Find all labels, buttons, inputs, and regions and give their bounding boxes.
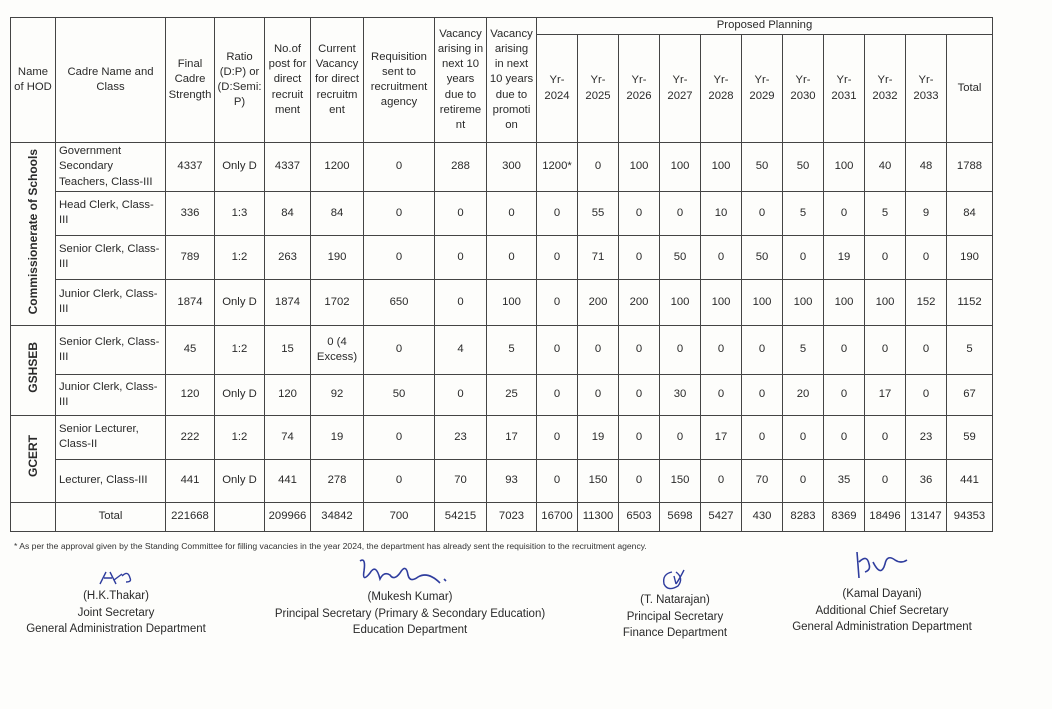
requisition-cell: 0 — [364, 415, 435, 459]
header-ratio: Ratio (D:P) or (D:Semi: P) — [215, 18, 265, 143]
year-planning-cell: 100 — [701, 143, 742, 192]
signatory-name: (Mukesh Kumar) — [367, 591, 453, 603]
year-planning-cell: 50 — [742, 143, 783, 192]
final-strength-cell: 789 — [166, 235, 215, 279]
totals-requisition: 700 — [364, 502, 435, 531]
header-year: Yr-2027 — [660, 35, 701, 143]
requisition-cell: 650 — [364, 279, 435, 325]
vacancy-retirement-cell: 0 — [435, 235, 487, 279]
year-planning-cell: 0 — [619, 459, 660, 502]
requisition-cell: 0 — [364, 325, 435, 374]
cadre-name: Junior Clerk, Class-III — [56, 279, 166, 325]
year-planning-cell: 23 — [906, 415, 947, 459]
vacancy-promotion-cell: 100 — [487, 279, 537, 325]
year-planning-cell: 0 — [619, 415, 660, 459]
signatory-designation: Joint Secretary — [77, 606, 155, 619]
vacancy-retirement-cell: 23 — [435, 415, 487, 459]
year-planning-cell: 0 — [660, 191, 701, 235]
year-planning-cell: 0 — [537, 459, 578, 502]
row-total-cell: 84 — [947, 191, 993, 235]
totals-year-cell: 8283 — [783, 502, 824, 531]
totals-year-cell: 8369 — [824, 502, 865, 531]
header-year: Yr-2032 — [865, 35, 906, 143]
header-posts-direct: No.of post for direct recruit ment — [265, 18, 311, 143]
year-planning-cell: 200 — [619, 279, 660, 325]
year-planning-cell: 152 — [906, 279, 947, 325]
table-row — [11, 415, 993, 459]
table-row — [11, 279, 993, 325]
year-planning-cell: 0 — [578, 143, 619, 192]
final-strength-cell: 4337 — [166, 143, 215, 192]
header-proposed-planning: Proposed Planning — [537, 18, 993, 35]
year-planning-cell: 100 — [783, 279, 824, 325]
header-year: Yr-2024 — [537, 35, 578, 143]
posts-direct-cell: 84 — [265, 191, 311, 235]
cadre-name: Government Secondary Teachers, Class-III — [56, 143, 166, 192]
year-planning-cell: 0 — [906, 325, 947, 374]
year-planning-cell: 0 — [742, 415, 783, 459]
year-planning-cell: 19 — [824, 235, 865, 279]
current-vacancy-cell: 84 — [311, 191, 364, 235]
header-current-vacancy: Current Vacancy for direct recruitm ent — [311, 18, 364, 143]
hod-group-cell — [11, 325, 56, 415]
year-planning-cell: 100 — [619, 143, 660, 192]
year-planning-cell: 0 — [660, 325, 701, 374]
year-planning-cell: 0 — [824, 191, 865, 235]
row-total-cell: 441 — [947, 459, 993, 502]
signatory-name: (H.K.Thakar) — [83, 590, 149, 602]
year-planning-cell: 150 — [578, 459, 619, 502]
cadre-name: Lecturer, Class-III — [56, 459, 166, 502]
vacancy-promotion-cell: 0 — [487, 191, 537, 235]
hod-group-cell — [11, 415, 56, 502]
totals-grand-total: 94353 — [947, 502, 993, 531]
posts-direct-cell: 74 — [265, 415, 311, 459]
year-planning-cell: 17 — [701, 415, 742, 459]
table-row — [11, 459, 993, 502]
year-planning-cell: 0 — [578, 325, 619, 374]
table-row — [11, 374, 993, 415]
year-planning-cell: 100 — [701, 279, 742, 325]
row-total-cell: 190 — [947, 235, 993, 279]
row-total-cell: 5 — [947, 325, 993, 374]
current-vacancy-cell: 1200 — [311, 143, 364, 192]
year-planning-cell: 35 — [824, 459, 865, 502]
year-planning-cell: 0 — [660, 415, 701, 459]
year-planning-cell: 55 — [578, 191, 619, 235]
header-year: Yr-2031 — [824, 35, 865, 143]
year-planning-cell: 71 — [578, 235, 619, 279]
year-planning-cell: 20 — [783, 374, 824, 415]
footnote: * As per the approval given by the Standing Committee for filling vacancies in the year 2024, the department has already sent the requisition to the recruitment agency. — [14, 541, 647, 551]
hod-name: GSHSEB — [25, 342, 40, 393]
year-planning-cell: 0 — [537, 279, 578, 325]
posts-direct-cell: 1874 — [265, 279, 311, 325]
requisition-cell: 0 — [364, 235, 435, 279]
year-planning-cell: 100 — [660, 143, 701, 192]
totals-year-cell: 5427 — [701, 502, 742, 531]
year-planning-cell: 0 — [742, 325, 783, 374]
year-planning-cell: 0 — [906, 374, 947, 415]
totals-final-strength: 221668 — [166, 502, 215, 531]
signature-scribble — [86, 568, 146, 588]
vacancy-promotion-cell: 17 — [487, 415, 537, 459]
year-planning-cell: 0 — [824, 374, 865, 415]
posts-direct-cell: 15 — [265, 325, 311, 374]
hod-name: Commissionerate of Schools — [25, 148, 40, 314]
header-final-strength: Final Cadre Strength — [166, 18, 215, 143]
signature-scribble — [837, 548, 927, 586]
year-planning-cell: 0 — [701, 374, 742, 415]
vacancy-retirement-cell: 0 — [435, 374, 487, 415]
year-planning-cell: 100 — [824, 143, 865, 192]
totals-ratio-blank — [215, 502, 265, 531]
requisition-cell: 50 — [364, 374, 435, 415]
requisition-cell: 0 — [364, 143, 435, 192]
year-planning-cell: 100 — [865, 279, 906, 325]
header-vacancy-promotion: Vacancy arising in next 10 years due to promoti on — [487, 18, 537, 143]
hod-group-cell — [11, 143, 56, 326]
year-planning-cell: 100 — [824, 279, 865, 325]
year-planning-cell: 0 — [619, 374, 660, 415]
totals-year-cell: 6503 — [619, 502, 660, 531]
totals-current-vacancy: 34842 — [311, 502, 364, 531]
cadre-name: Senior Lecturer, Class-II — [56, 415, 166, 459]
ratio-cell: 1:2 — [215, 235, 265, 279]
year-planning-cell: 0 — [783, 459, 824, 502]
posts-direct-cell: 263 — [265, 235, 311, 279]
year-planning-cell: 0 — [824, 415, 865, 459]
row-total-cell: 1152 — [947, 279, 993, 325]
year-planning-cell: 50 — [783, 143, 824, 192]
ratio-cell: 1:2 — [215, 415, 265, 459]
cadre-name: Senior Clerk, Class-III — [56, 235, 166, 279]
signatory-department: Education Department — [352, 624, 468, 637]
header-requisition: Requisition sent to recruitment agency — [364, 18, 435, 143]
ratio-cell: Only D — [215, 459, 265, 502]
year-planning-cell: 17 — [865, 374, 906, 415]
signatory-designation: Principal Secretary (Primary & Secondary Education) — [274, 607, 546, 620]
signature-scribble — [340, 553, 480, 589]
vacancy-promotion-cell: 5 — [487, 325, 537, 374]
year-planning-cell: 0 — [742, 191, 783, 235]
vacancy-retirement-cell: 0 — [435, 279, 487, 325]
vacancy-promotion-cell: 25 — [487, 374, 537, 415]
year-planning-cell: 0 — [537, 235, 578, 279]
posts-direct-cell: 4337 — [265, 143, 311, 192]
final-strength-cell: 45 — [166, 325, 215, 374]
signatory-thakar — [16, 568, 216, 638]
year-planning-cell: 100 — [660, 279, 701, 325]
totals-vacancy-promotion: 7023 — [487, 502, 537, 531]
table-row — [11, 235, 993, 279]
current-vacancy-cell: 19 — [311, 415, 364, 459]
totals-vacancy-retirement: 54215 — [435, 502, 487, 531]
ratio-cell: 1:2 — [215, 325, 265, 374]
signatory-department: General Administration Department — [26, 623, 206, 636]
vacancy-planning-table — [10, 17, 993, 532]
final-strength-cell: 336 — [166, 191, 215, 235]
header-row-1 — [11, 18, 993, 35]
requisition-cell: 0 — [364, 459, 435, 502]
header-year: Yr-2029 — [742, 35, 783, 143]
year-planning-cell: 200 — [578, 279, 619, 325]
totals-blank-cell — [11, 502, 56, 531]
totals-year-cell: 5698 — [660, 502, 701, 531]
year-planning-cell: 10 — [701, 191, 742, 235]
posts-direct-cell: 120 — [265, 374, 311, 415]
totals-year-cell: 430 — [742, 502, 783, 531]
ratio-cell: Only D — [215, 374, 265, 415]
totals-posts-direct: 209966 — [265, 502, 311, 531]
year-planning-cell: 50 — [660, 235, 701, 279]
current-vacancy-cell: 92 — [311, 374, 364, 415]
header-total: Total — [947, 35, 993, 143]
signature-scribble — [650, 566, 700, 592]
year-planning-cell: 0 — [865, 415, 906, 459]
year-planning-cell: 0 — [783, 415, 824, 459]
table-row — [11, 325, 993, 374]
signatory-designation: Additional Chief Secretary — [815, 604, 949, 617]
year-planning-cell: 0 — [537, 325, 578, 374]
vacancy-retirement-cell: 70 — [435, 459, 487, 502]
year-planning-cell: 0 — [865, 235, 906, 279]
totals-row — [11, 502, 993, 531]
signatory-kamal-dayani — [782, 548, 982, 636]
year-planning-cell: 0 — [906, 235, 947, 279]
header-year: Yr-2028 — [701, 35, 742, 143]
vacancy-retirement-cell: 288 — [435, 143, 487, 192]
year-planning-cell: 40 — [865, 143, 906, 192]
year-planning-cell: 30 — [660, 374, 701, 415]
ratio-cell: 1:3 — [215, 191, 265, 235]
year-planning-cell: 0 — [783, 235, 824, 279]
year-planning-cell: 70 — [742, 459, 783, 502]
year-planning-cell: 0 — [619, 235, 660, 279]
final-strength-cell: 1874 — [166, 279, 215, 325]
year-planning-cell: 0 — [701, 325, 742, 374]
signatory-name: (Kamal Dayani) — [842, 588, 922, 600]
totals-year-cell: 11300 — [578, 502, 619, 531]
totals-year-cell: 16700 — [537, 502, 578, 531]
year-planning-cell: 5 — [783, 191, 824, 235]
year-planning-cell: 0 — [537, 374, 578, 415]
header-vacancy-retirement: Vacancy arising in next 10 years due to retireme nt — [435, 18, 487, 143]
year-planning-cell: 0 — [537, 191, 578, 235]
vacancy-promotion-cell: 0 — [487, 235, 537, 279]
posts-direct-cell: 441 — [265, 459, 311, 502]
final-strength-cell: 222 — [166, 415, 215, 459]
final-strength-cell: 441 — [166, 459, 215, 502]
year-planning-cell: 19 — [578, 415, 619, 459]
year-planning-cell: 0 — [865, 459, 906, 502]
current-vacancy-cell: 278 — [311, 459, 364, 502]
signatory-natarajan — [600, 566, 750, 642]
year-planning-cell: 48 — [906, 143, 947, 192]
year-planning-cell: 36 — [906, 459, 947, 502]
year-planning-cell: 0 — [619, 191, 660, 235]
vacancy-retirement-cell: 4 — [435, 325, 487, 374]
year-planning-cell: 150 — [660, 459, 701, 502]
current-vacancy-cell: 0 (4 Excess) — [311, 325, 364, 374]
cadre-name: Head Clerk, Class-III — [56, 191, 166, 235]
year-planning-cell: 0 — [824, 325, 865, 374]
current-vacancy-cell: 190 — [311, 235, 364, 279]
signatory-name: (T. Natarajan) — [640, 594, 710, 606]
requisition-cell: 0 — [364, 191, 435, 235]
table-row — [11, 191, 993, 235]
totals-label: Total — [56, 502, 166, 531]
current-vacancy-cell: 1702 — [311, 279, 364, 325]
final-strength-cell: 120 — [166, 374, 215, 415]
row-total-cell: 67 — [947, 374, 993, 415]
header-cadre: Cadre Name and Class — [56, 18, 166, 143]
signatory-department: Finance Department — [622, 627, 728, 640]
year-planning-cell: 0 — [701, 459, 742, 502]
table-body — [11, 143, 993, 532]
signatory-department: General Administration Department — [792, 621, 972, 634]
year-planning-cell: 5 — [865, 191, 906, 235]
header-hod: Name of HOD — [11, 18, 56, 143]
header-year: Yr-2025 — [578, 35, 619, 143]
year-planning-cell: 50 — [742, 235, 783, 279]
year-planning-cell: 100 — [742, 279, 783, 325]
header-year: Yr-2033 — [906, 35, 947, 143]
cadre-name: Senior Clerk, Class-III — [56, 325, 166, 374]
totals-year-cell: 18496 — [865, 502, 906, 531]
vacancy-promotion-cell: 300 — [487, 143, 537, 192]
ratio-cell: Only D — [215, 279, 265, 325]
year-planning-cell: 0 — [537, 415, 578, 459]
row-total-cell: 59 — [947, 415, 993, 459]
ratio-cell: Only D — [215, 143, 265, 192]
header-year: Yr-2030 — [783, 35, 824, 143]
table-row — [11, 143, 993, 192]
year-planning-cell: 0 — [701, 235, 742, 279]
year-planning-cell: 9 — [906, 191, 947, 235]
vacancy-retirement-cell: 0 — [435, 191, 487, 235]
signatory-designation: Principal Secretary — [626, 610, 724, 623]
year-planning-cell: 1200* — [537, 143, 578, 192]
totals-year-cell: 13147 — [906, 502, 947, 531]
year-planning-cell: 0 — [865, 325, 906, 374]
year-planning-cell: 0 — [578, 374, 619, 415]
hod-name: GCERT — [25, 435, 40, 478]
row-total-cell: 1788 — [947, 143, 993, 192]
year-planning-cell: 0 — [619, 325, 660, 374]
year-planning-cell: 5 — [783, 325, 824, 374]
vacancy-promotion-cell: 93 — [487, 459, 537, 502]
year-planning-cell: 0 — [742, 374, 783, 415]
signatory-mukesh-kumar — [270, 553, 550, 639]
cadre-name: Junior Clerk, Class-III — [56, 374, 166, 415]
header-year: Yr-2026 — [619, 35, 660, 143]
